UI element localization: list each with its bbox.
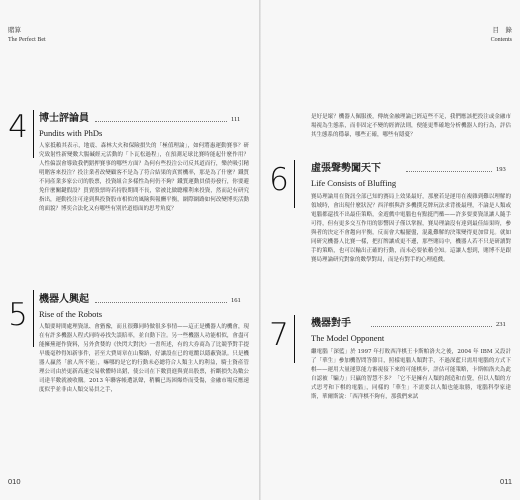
running-head <box>8 25 46 45</box>
chapter-title[interactable]: 機器人興起 <box>39 294 89 305</box>
dot-leader <box>371 326 492 327</box>
chapter-number: 5 <box>8 297 28 333</box>
running-head-en: The Perfect Bet <box>8 37 46 43</box>
divider <box>33 290 34 347</box>
chapter-page-number: 193 <box>496 166 506 173</box>
dot-leader <box>95 121 227 122</box>
running-head <box>491 25 512 45</box>
left-page <box>0 0 259 500</box>
running-head-en: Contents <box>490 37 512 43</box>
divider <box>33 110 34 158</box>
chapter-number: 6 <box>269 162 289 198</box>
dot-leader <box>406 171 492 172</box>
chapter-number: 7 <box>269 317 289 353</box>
chapter-page-number: 111 <box>231 116 241 123</box>
right-page <box>261 0 520 500</box>
running-head-zh: 目 錄 <box>492 26 512 34</box>
divider <box>294 315 295 363</box>
page-number: 010 <box>8 477 21 486</box>
chapter-english-title: Pundits with PhDs <box>39 128 103 138</box>
chapter-english-title: The Model Opponent <box>311 333 385 343</box>
running-head-zh: 賭算 <box>8 26 21 34</box>
dot-leader <box>95 302 227 303</box>
chapter-page-number: 161 <box>231 297 241 304</box>
divider <box>294 160 295 208</box>
chapter-summary: 人類要時間處理資訊、會猶豫，而且很難同時做很多事情——這正是機器人的機會，現在有許多機器人程式同時尋找失誤賠率，並自動下注。另一些機器人功能相似，會盡可能擁蕪運作資料，另外貪婪的《快閃大對決》一書所述，有的大券商為了比競爭對手提早幾毫秒得知新事件，甚至大費周章在山鑿路，好讓設在已的電纜以隱蔽資訊。只是機器人贏然「旅人所不能」，嘛哪的是它的行動未必總符合人類主人的利益，騎士資產管理公司由於更新高速交易軟體時出錯，使公司在下數買進與賣出股票，折斷損失為數公司達半數就被收購。2013 年聯客帳遭訊聲，稍觸已馬困爆炸而受傷，金融市場反應速度似乎並非由人類交易員之手， <box>39 324 249 393</box>
chapter-english-title: Rise of the Robots <box>39 309 103 319</box>
chapter-title[interactable]: 機器對手 <box>311 318 351 329</box>
page-number: 011 <box>500 477 512 486</box>
chapter-english-title: Life Consists of Bluffing <box>311 178 397 188</box>
chapter-summary: 人家抵賴其表示，地震、森林大火和保險損失的「極值理論」，如何將惠運動賽事？研究致射性新變數大腸碱經元活動的「卜瓦松過程」，在預測足球比賽時能起什麼作用？人性偏誤會導致我們錯押賽事的哪些方面？為何有些投注公司反其道而行，樂於吸引精明賭客來投注？投注業者改變顧客不是為了符合結果的真實機率，那是為了什麼？鐵質不同產業多家公司的股票，投資組合多樣性為何仍不夠？鐵質運動員債券發行，你要避免什麼關鍵假設？買賣股票時若持股期間不長，常被比做聰權利來投資，然而記有研究指出，運動投注可達到與投資股市相似的風險與報酬平衡，網際網路如何改變博奕活動的面貌？博奕合法化又有哪些有別於道德面的思考角度？ <box>39 143 249 212</box>
chapter-summary: 賽局理論用在資訊全部已知的賽局上效果最好，那麼若是運用在複雜到難以理解的領域時，會出現什麼狀況？西洋棋與許多機撲克牌玩法求背後最理，不論是人類或電腦都還找不出最佳策略，金遊戲中電腦也有點挺門檻——許多要要資訊讓人隨手可得，但有更多交互作用的影響因子僅以掌握，賽局理論沒有達到最佳結果時，參與者的決定不會趨向平衡，反而會大幅擺盪，混亂難解的決策變得更加常見。就如同研究機器人比賽一樣，把打牌讓成更不遜，那些賭局中，機器人若不只是研讀對手的策略，也可以輸出正確的行動，而未必要依賴全知。這讓人想到，賭博不是跟賽局理論研究對象的數學對局，而是有對手的心理遊戲。 <box>311 194 511 263</box>
chapter-title[interactable]: 博士評論員 <box>39 113 89 124</box>
chapter-summary: 繼電腦「深藍」於 1997 年打敗西洋棋王卡斯帕洛夫之後，2004 年 IBM 又設計了「華生」參加機智問答節目，照樣電腦人類對手，不過深藍只需用電腦的方式下棋——運用大量運算能力審視接下來的可能棋步，評估可能策略，卡斯帕洛夫為此自認被「騙力」只贏的智慧不多？「它不是擁有人類的創造和直覺，但以人類的方式思考和下棋的電腦」，同樣的「華生」不需要以人類也能取勝，電腦科學家達斯，華爾斯說：「西洋棋不夠有，那我們來試 <box>311 349 511 400</box>
chapter-number: 4 <box>8 109 28 145</box>
chapter-page-number: 231 <box>496 321 506 328</box>
continued-text: 是好是壞？機器人佩服後，傳統金融理論已經這些不足，我們應該把投注或金融市場視為生態系，而非固定不變的經濟法則，便能更準確地分析機器人的行為，評估其生態系的穩暴，哪些正確，哪些有隱憂？ <box>311 114 511 138</box>
chapter-title[interactable]: 虛張聲勢闖天下 <box>311 163 381 174</box>
